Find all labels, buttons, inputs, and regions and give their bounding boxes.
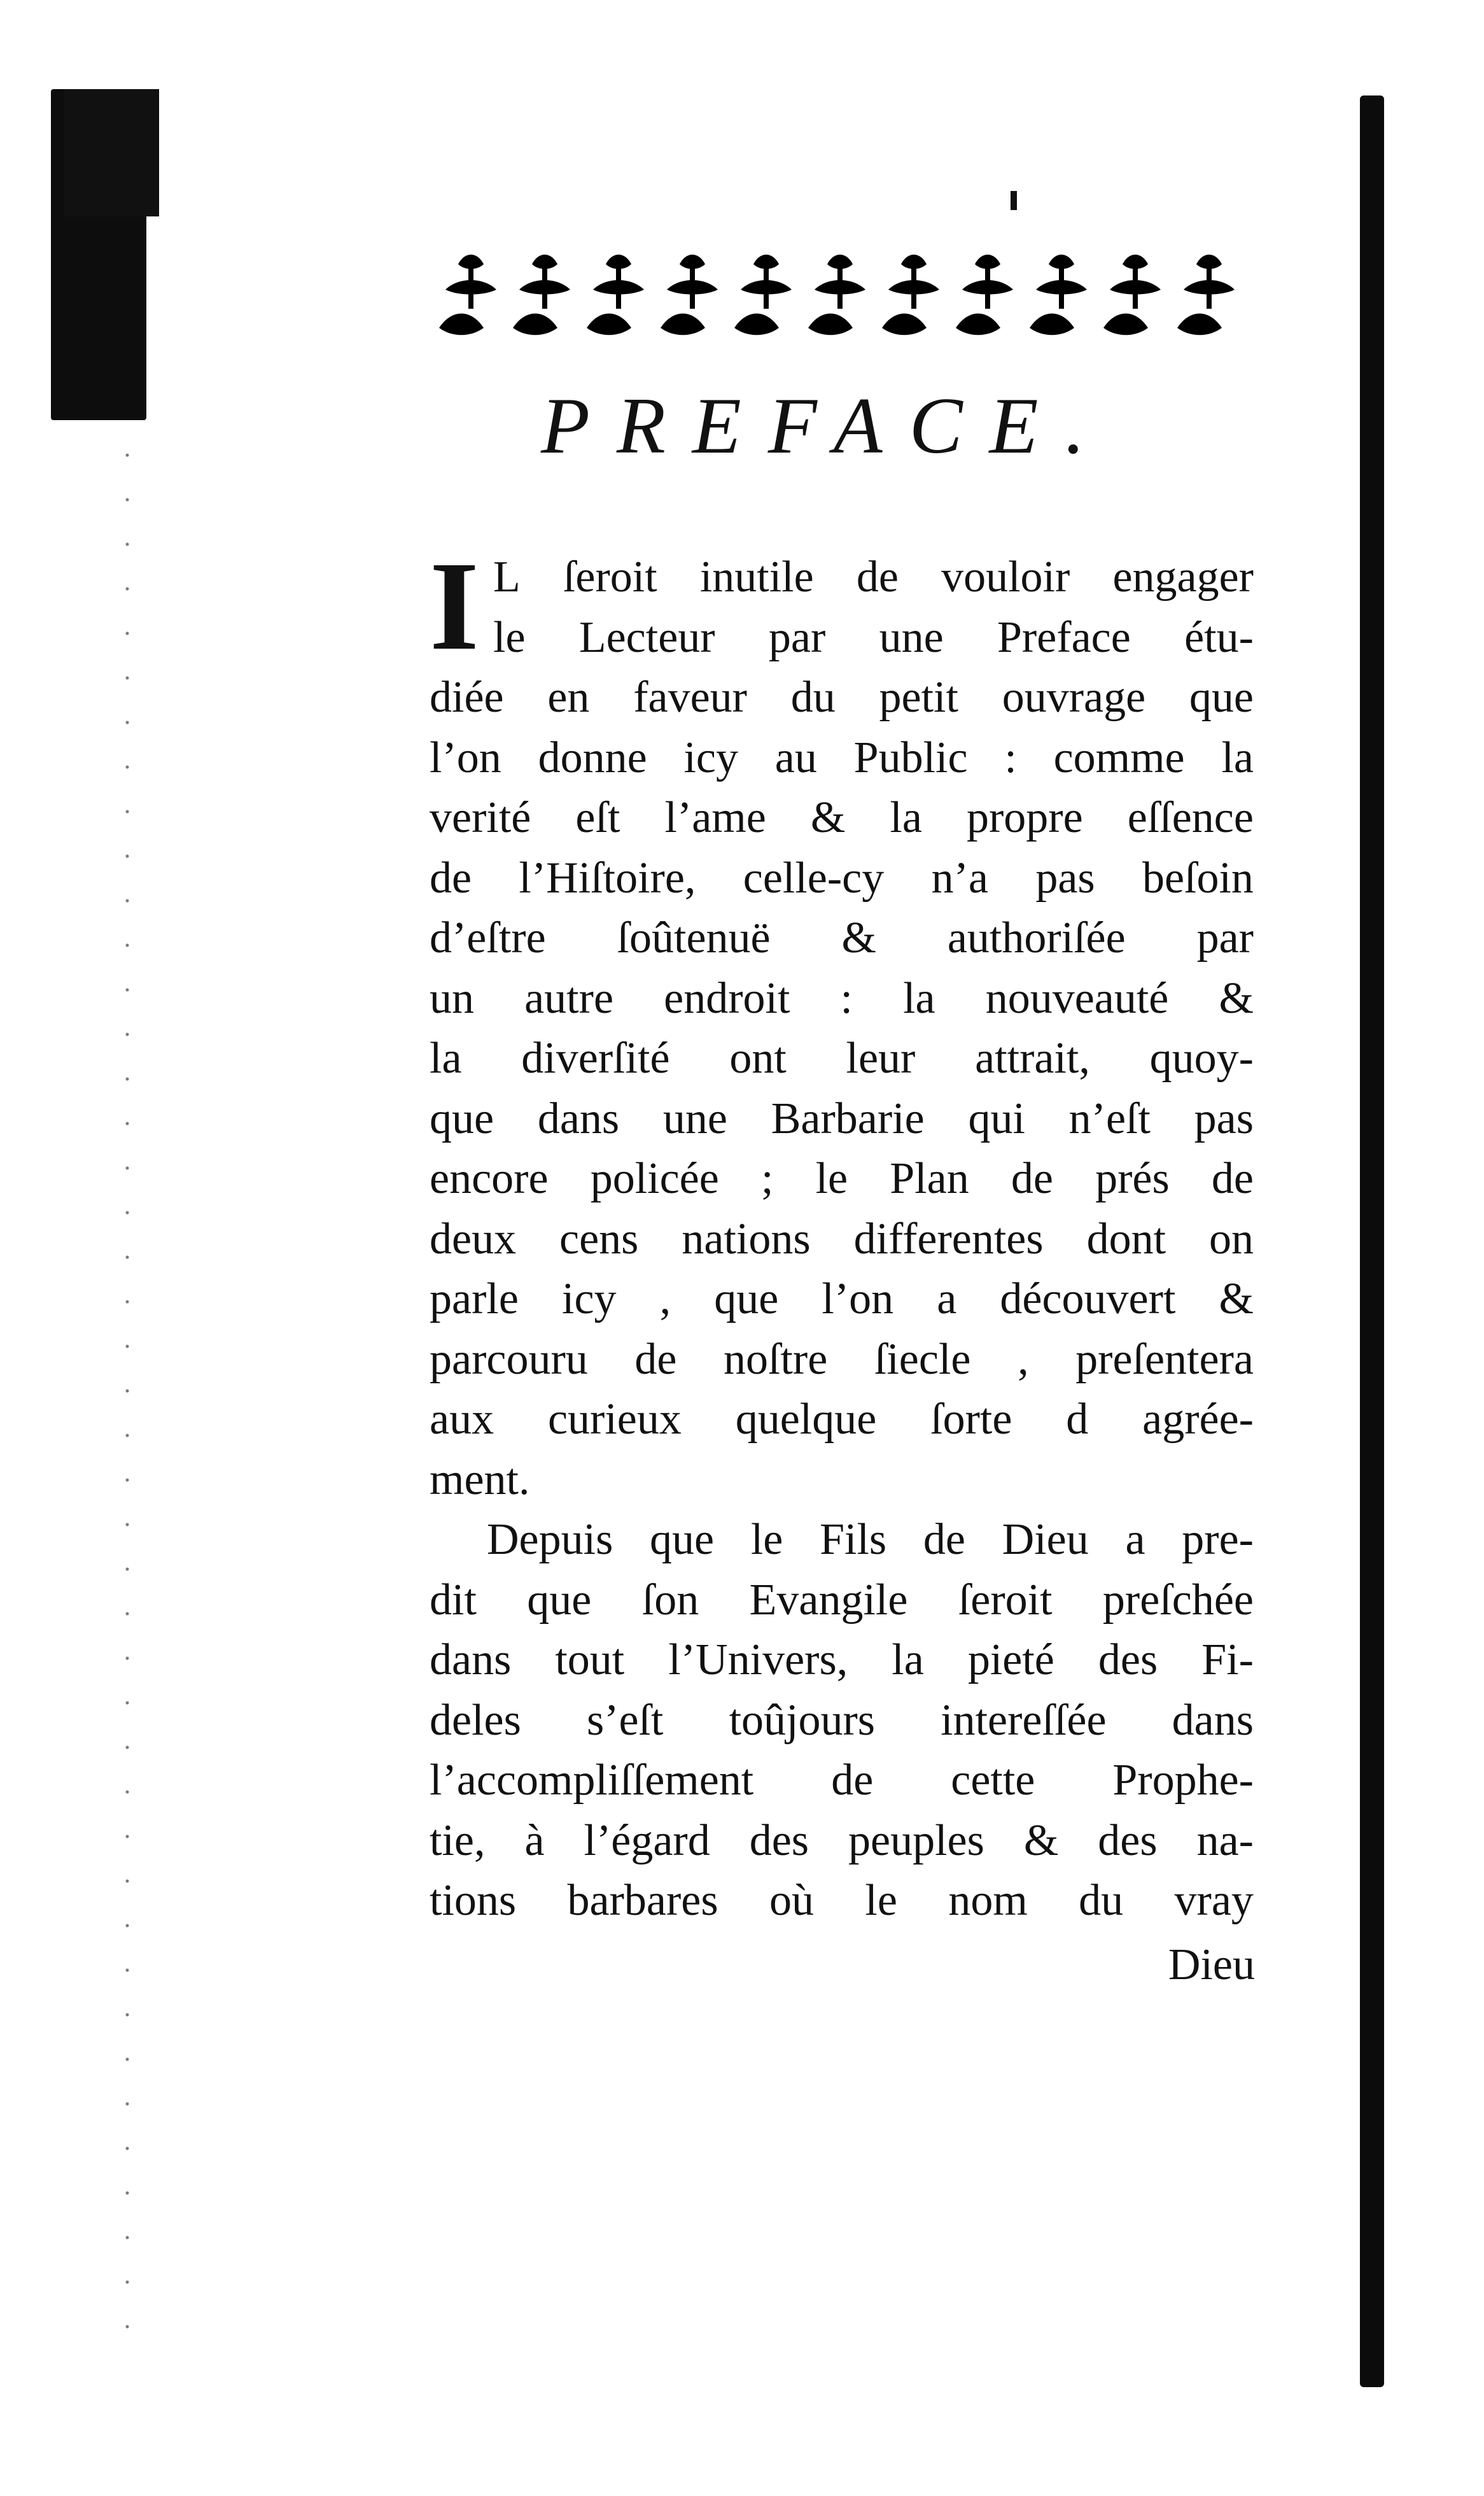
word: & <box>1023 1816 1059 1865</box>
word: prés <box>1095 1154 1170 1203</box>
word: parcouru <box>430 1334 588 1384</box>
word: de <box>856 553 899 602</box>
word: où <box>769 1876 814 1925</box>
word: differentes <box>853 1214 1044 1264</box>
word: au <box>774 733 817 782</box>
word: aux <box>430 1395 494 1444</box>
word: petit <box>879 673 958 722</box>
ornament-motif <box>1177 255 1235 335</box>
word: du <box>790 673 836 722</box>
word: policée <box>590 1154 719 1203</box>
word: dans <box>430 1635 512 1684</box>
word: quelque <box>735 1395 877 1444</box>
word: vouloir <box>941 553 1070 602</box>
word: ouvrage <box>1002 673 1146 722</box>
text-line <box>430 1450 1254 1511</box>
word: par <box>1196 913 1254 962</box>
word: que <box>1189 673 1254 722</box>
word: ſon <box>641 1575 699 1625</box>
binding-speckles <box>115 433 140 2343</box>
text-line <box>430 1811 1254 1872</box>
word: icy <box>562 1274 617 1323</box>
word: Fi- <box>1201 1635 1254 1684</box>
word: ; <box>760 1154 774 1203</box>
word: ſeroit <box>563 553 657 602</box>
text-line <box>430 668 1254 728</box>
word: ſorte <box>930 1395 1012 1444</box>
text-line <box>430 1149 1254 1209</box>
word: na- <box>1196 1816 1254 1865</box>
text-line <box>430 1751 1254 1811</box>
word: d <box>1066 1395 1089 1444</box>
word: dit <box>430 1575 477 1625</box>
word: de <box>430 853 472 903</box>
word: authoriſée <box>947 913 1126 962</box>
word: n’eſt <box>1068 1094 1151 1143</box>
word: qui <box>968 1094 1025 1143</box>
word: l’Hiſtoire, <box>519 853 696 903</box>
word: Evangile <box>749 1575 908 1625</box>
text-line <box>430 547 1254 608</box>
word: nations <box>682 1214 811 1264</box>
word: pieté <box>967 1635 1054 1684</box>
page-mark <box>1011 191 1017 210</box>
word: une <box>662 1094 727 1143</box>
word: leur <box>846 1034 916 1083</box>
ornament-motif <box>439 255 496 335</box>
ornament-motif <box>882 255 939 335</box>
text-line <box>430 1209 1254 1270</box>
word: Dieu <box>1002 1515 1089 1564</box>
text-line <box>430 788 1254 849</box>
word: de <box>1011 1154 1053 1203</box>
word: le <box>815 1154 848 1203</box>
ornament-motif <box>587 255 644 335</box>
ornament-motif <box>1030 255 1087 335</box>
word: : <box>1004 733 1017 782</box>
word: la <box>890 793 922 842</box>
text-line <box>430 908 1254 969</box>
text-line <box>430 608 1254 668</box>
text-line <box>430 1269 1254 1330</box>
word: quoy- <box>1149 1034 1254 1083</box>
word: un <box>430 973 474 1023</box>
word: dont <box>1086 1214 1166 1264</box>
word: & <box>810 793 846 842</box>
word: , <box>659 1274 671 1323</box>
word: cette <box>951 1756 1035 1805</box>
word: Prophe- <box>1112 1756 1254 1805</box>
word: donne <box>538 733 647 782</box>
word: cens <box>559 1214 639 1264</box>
word: ment. <box>430 1455 530 1504</box>
word: barbares <box>567 1876 718 1925</box>
word: faveur <box>633 673 747 722</box>
text-line <box>430 1390 1254 1450</box>
word: vray <box>1174 1876 1254 1925</box>
word: la <box>892 1635 924 1684</box>
word: s’eſt <box>586 1695 664 1745</box>
word: ſeroit <box>958 1575 1053 1625</box>
word: parle <box>430 1274 519 1323</box>
ornament-motif <box>513 255 570 335</box>
word: Fils <box>820 1515 887 1564</box>
word: en <box>547 673 590 722</box>
word: Lecteur <box>578 612 715 662</box>
text-line <box>430 1630 1254 1691</box>
word: a <box>937 1274 957 1323</box>
ornament-motif <box>734 255 792 335</box>
word: propre <box>966 793 1083 842</box>
word: preſentera <box>1075 1334 1254 1384</box>
word: eſſence <box>1127 793 1254 842</box>
text-line <box>430 1029 1254 1089</box>
word: tout <box>555 1635 625 1684</box>
word: & <box>1219 1274 1254 1323</box>
word: que <box>650 1515 715 1564</box>
word: Preface <box>997 612 1131 662</box>
word: que <box>714 1274 779 1323</box>
text-line <box>430 969 1254 1029</box>
word: & <box>841 913 876 962</box>
word: preſchée <box>1102 1575 1254 1625</box>
word: du <box>1079 1876 1124 1925</box>
word: des <box>1098 1816 1158 1865</box>
body-text <box>430 536 1254 1931</box>
text-line <box>430 1510 1254 1570</box>
word: que <box>527 1575 592 1625</box>
word: agrée- <box>1142 1395 1254 1444</box>
word: attrait, <box>975 1034 1090 1083</box>
word: une <box>879 612 944 662</box>
text-line <box>430 1089 1254 1150</box>
word: l’Univers, <box>668 1635 848 1684</box>
word: eſt <box>575 793 620 842</box>
word: tions <box>430 1876 517 1925</box>
word: dans <box>1172 1695 1254 1745</box>
word: inutile <box>699 553 814 602</box>
word: Barbarie <box>771 1094 925 1143</box>
word: nouveauté <box>985 973 1169 1023</box>
word: par <box>768 612 826 662</box>
word: ſoûtenuë <box>617 913 771 962</box>
ornament-motif <box>956 255 1013 335</box>
word: endroit <box>664 973 790 1023</box>
word: deles <box>430 1695 521 1745</box>
text-line <box>430 728 1254 789</box>
catchword: Dieu <box>1168 1940 1255 1989</box>
word: la <box>903 973 935 1023</box>
word: curieux <box>547 1395 682 1444</box>
word: tie, <box>430 1816 486 1865</box>
text-line <box>430 1691 1254 1751</box>
word: comme <box>1053 733 1185 782</box>
left-binding-edge <box>19 89 150 2381</box>
word: beſoin <box>1142 853 1254 903</box>
word: engager <box>1112 553 1254 602</box>
word: intereſſée <box>941 1695 1107 1745</box>
word: le <box>493 612 526 662</box>
binding-tab-top <box>64 89 159 216</box>
word: : <box>840 973 853 1023</box>
word: pas <box>1194 1094 1254 1143</box>
ornament-motif <box>1103 255 1161 335</box>
word: ont <box>729 1034 787 1083</box>
word: Depuis <box>487 1515 613 1564</box>
word: de <box>1211 1154 1254 1203</box>
word: toûjours <box>729 1695 876 1745</box>
word: noſtre <box>724 1334 828 1384</box>
word: l’on <box>822 1274 894 1323</box>
word: Plan <box>890 1154 969 1203</box>
word: diée <box>430 673 504 722</box>
word: découvert <box>1000 1274 1176 1323</box>
word: pas <box>1035 853 1095 903</box>
word: ſiecle <box>874 1334 971 1384</box>
word: , <box>1018 1334 1029 1384</box>
word: dans <box>537 1094 620 1143</box>
word: diverſité <box>521 1034 670 1083</box>
word: que <box>430 1094 494 1143</box>
word: L <box>493 553 521 602</box>
drop-cap: I <box>430 536 479 677</box>
word: la <box>1221 733 1254 782</box>
word: & <box>1219 973 1254 1023</box>
word: nom <box>948 1876 1028 1925</box>
word: peuples <box>848 1816 984 1865</box>
word: autre <box>524 973 614 1023</box>
word: l’on <box>430 733 501 782</box>
ornament-motif <box>808 255 865 335</box>
word: Public <box>853 733 968 782</box>
word: de <box>831 1756 874 1805</box>
word: l’accompliſſement <box>430 1756 754 1805</box>
word: de <box>923 1515 965 1564</box>
word: la <box>430 1034 462 1083</box>
word: icy <box>683 733 738 782</box>
paragraph-2 <box>430 1510 1254 1931</box>
word: le <box>750 1515 783 1564</box>
right-binding-edge <box>1360 95 1384 2387</box>
word: encore <box>430 1154 549 1203</box>
text-line <box>430 849 1254 909</box>
text-line <box>430 1871 1254 1931</box>
word: pre- <box>1182 1515 1254 1564</box>
word: le <box>865 1876 897 1925</box>
word: a <box>1125 1515 1145 1564</box>
word: deux <box>430 1214 517 1264</box>
word: d’eſtre <box>430 913 546 962</box>
word: des <box>749 1816 809 1865</box>
word: celle-cy <box>743 853 885 903</box>
word: à <box>524 1816 545 1865</box>
text-line <box>430 1330 1254 1390</box>
word: des <box>1098 1635 1158 1684</box>
headpiece-ornament <box>433 251 1254 353</box>
word: verité <box>430 793 531 842</box>
word: étu- <box>1184 612 1254 662</box>
paragraph-1 <box>430 536 1254 1510</box>
word: on <box>1209 1214 1254 1264</box>
page-title: PREFACE. <box>541 382 1112 470</box>
ornament-motif <box>661 255 718 335</box>
word: de <box>634 1334 677 1384</box>
text-line <box>430 1570 1254 1631</box>
word: n’a <box>931 853 988 903</box>
word: l’égard <box>584 1816 710 1865</box>
word: l’ame <box>664 793 766 842</box>
